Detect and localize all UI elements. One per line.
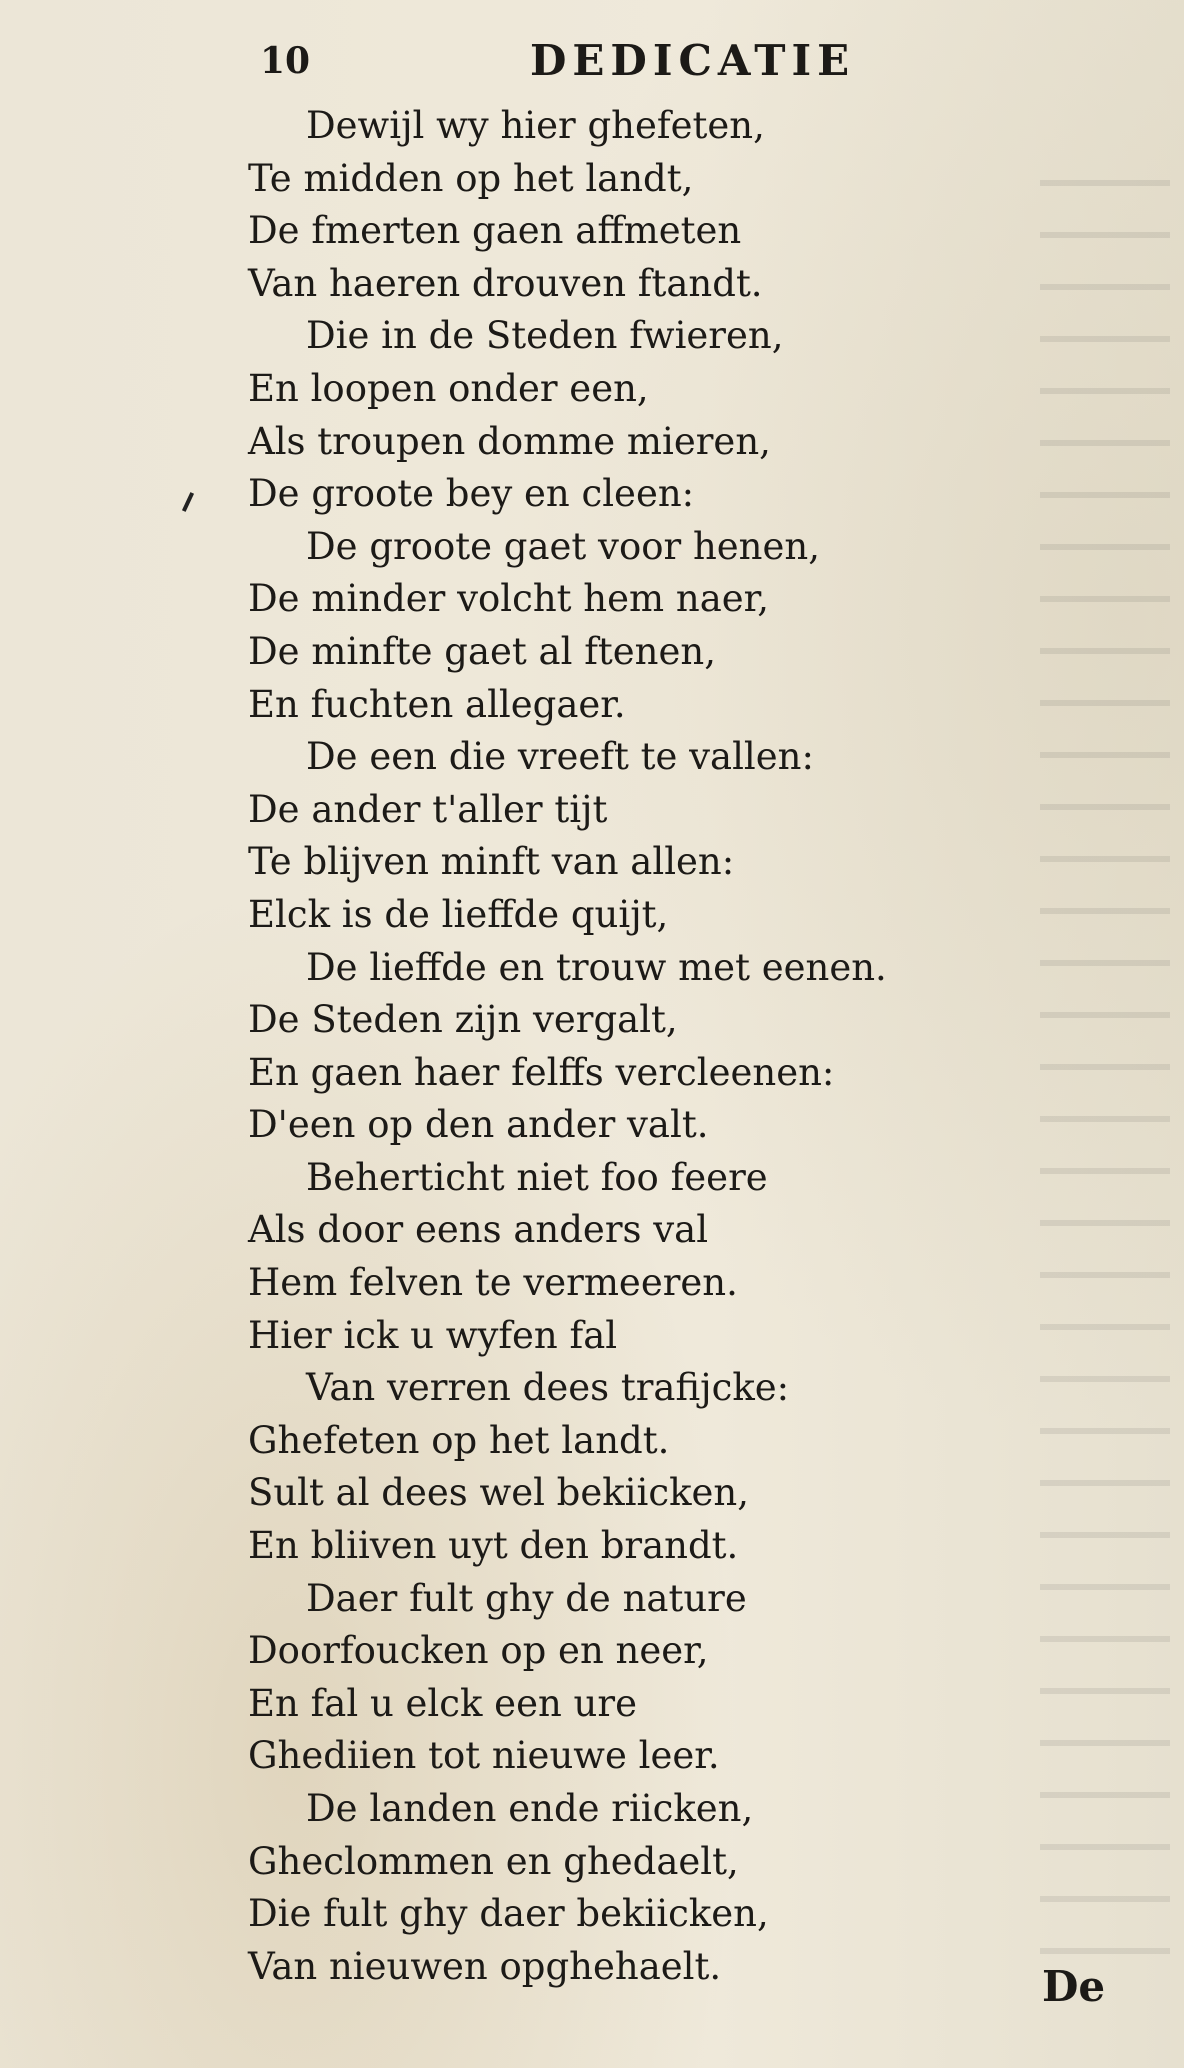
show-through-text	[1040, 180, 1170, 1980]
verse-line: En fuchten allegaer.	[248, 682, 626, 726]
margin-mark	[182, 492, 194, 512]
verse-line: Ghediien tot nieuwe leer.	[248, 1734, 720, 1778]
verse-line: De landen ende riicken,	[306, 1787, 754, 1830]
verse-line: De groote bey en cleen:	[248, 472, 695, 516]
verse-line: De Steden zijn vergalt,	[248, 998, 678, 1042]
verse-line: Die fult ghy daer bekiicken,	[248, 1892, 769, 1936]
verse-line: En gaen haer felffs vercleenen:	[248, 1050, 835, 1094]
verse-line: De ander t'aller tijt	[248, 787, 608, 831]
verse-line: Als door eens anders val	[248, 1208, 709, 1252]
verse-line: Elck is de lieffde quijt,	[248, 892, 669, 936]
poem-text	[248, 100, 1028, 1993]
verse-line: Doorfoucken op en neer,	[248, 1629, 709, 1673]
verse-line: De een die vreeft te vallen:	[306, 735, 814, 779]
verse-line: Gheclommen en ghedaelt,	[248, 1839, 739, 1883]
page-number: 10	[260, 40, 311, 82]
verse-line: Dewijl wy hier ghefeten,	[306, 104, 765, 147]
verse-line: Te midden op het landt,	[248, 156, 694, 200]
verse-line: Ghefeten op het landt.	[248, 1418, 670, 1462]
verse-line: Behertіcht niet foo feere	[306, 1155, 768, 1199]
verse-line: Sult al dees wel bekiicken,	[248, 1471, 749, 1515]
verse-line: Die in de Steden fwieren,	[306, 314, 784, 358]
verse-line: En fal u elck een ure	[248, 1681, 637, 1725]
catchword: De	[1042, 1962, 1106, 2011]
verse-line: Als troupen domme mieren,	[248, 419, 771, 463]
verse-line: Hier ick u wyfen fal	[248, 1313, 618, 1357]
verse-line: Te blijven minft van allen:	[248, 840, 735, 884]
verse-line: Hem felven te vermeeren.	[248, 1261, 738, 1305]
verse-line: De fmerten gaen affmeten	[248, 209, 742, 253]
verse-line: De minder volcht hem naer,	[248, 577, 770, 621]
verse-line: De minfte gaet al ftenen,	[248, 629, 716, 673]
verse-line: Daer fult ghy de nature	[306, 1576, 747, 1620]
verse-line: En loopen onder een,	[248, 366, 649, 410]
running-head: DEDICATIE	[530, 36, 856, 85]
verse-line: Van haeren drouven ftandt.	[248, 261, 763, 305]
verse-line: En bliiven uyt den brandt.	[248, 1524, 739, 1568]
verse-line: Van verren dees trafijcke:	[306, 1366, 790, 1410]
verse-line: Van nieuwen opghehaelt.	[248, 1944, 722, 1988]
verse-line: De groote gaet voor henen,	[306, 524, 820, 568]
verse-line: D'een op den ander valt.	[248, 1103, 709, 1147]
verse-line: De lieffde en trouw met eenen.	[306, 945, 887, 989]
